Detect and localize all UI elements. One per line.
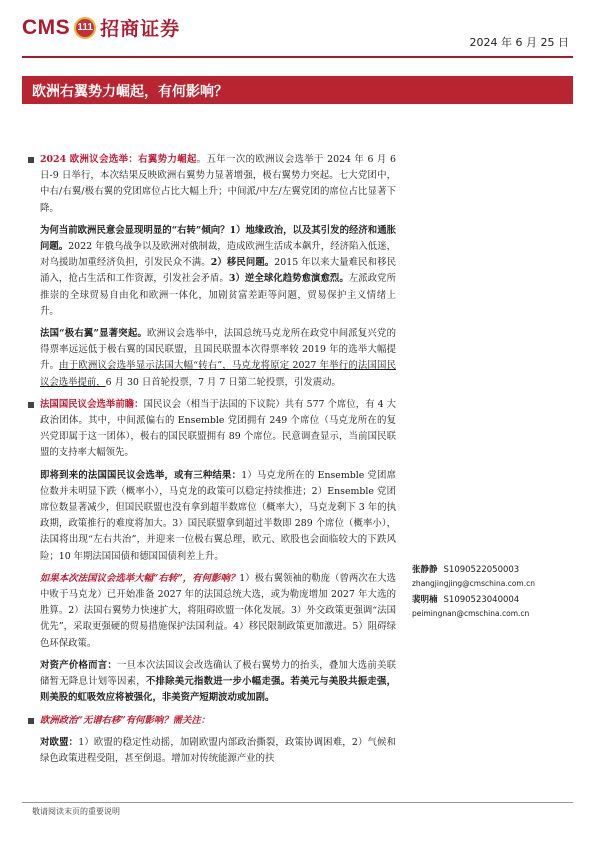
bullet-icon bbox=[28, 718, 34, 724]
bullet-icon bbox=[28, 402, 34, 408]
author-name: 裴明楠 bbox=[412, 595, 438, 605]
paragraph-lead: 欧洲政治“无谱右移”有何影响？需关注： bbox=[40, 714, 211, 726]
paragraph-lead: 2024 欧洲议会选举：右翼势力崛起 bbox=[40, 154, 197, 165]
paragraph-lead: 对资产价格而言： bbox=[40, 659, 118, 671]
paragraph-lead: 对欧盟： bbox=[40, 736, 79, 748]
author-name: 张静静 bbox=[412, 565, 438, 575]
author-panel bbox=[412, 564, 572, 624]
paragraph-right-turn bbox=[40, 223, 396, 320]
paragraph-underlined: 由于欧洲议会选举显示法国大幅“转右”，马克龙将原定 2027 年举行的法国国民议会选举提前， bbox=[40, 360, 396, 388]
paragraph-text: 6 月 30 日首轮投票，7 月 7 日第二轮投票，引发震动。 bbox=[105, 376, 341, 388]
paragraph-lead: 2）移民问题。 bbox=[210, 257, 275, 269]
paragraph-text: 2015 年以来大量难民和移民涌入，抢占生活和工作资源，引发社会矛盾。 bbox=[40, 257, 396, 285]
logo-badge-icon: 111 bbox=[74, 17, 96, 39]
header-divider bbox=[22, 56, 573, 58]
paragraph-three-outcomes bbox=[40, 468, 396, 565]
paragraph-lead: 为何当前欧洲民意会显现明显的“右转”倾向？1）地缘政治，以及其引发的经济和通胀问题。 bbox=[40, 224, 396, 253]
paragraph-lead: 3）逆全球化趋势愈演愈烈。 bbox=[228, 273, 349, 285]
cms-logo bbox=[22, 14, 180, 41]
report-title: 欧洲右翼势力崛起，有何影响？ bbox=[32, 84, 228, 100]
paragraph-lead: 法国国民议会选举前瞻： bbox=[40, 398, 144, 410]
paragraph-text: 左派政党所推崇的全球贸易自由化和欧洲一体化，加剧贫富差距等问题，贸易保护主义情绪上升。 bbox=[40, 273, 396, 317]
page-header bbox=[0, 0, 595, 60]
bullet-icon bbox=[28, 157, 34, 163]
paragraph-assembly-outlook bbox=[40, 397, 396, 462]
paragraph-impact bbox=[40, 571, 396, 652]
title-banner bbox=[22, 76, 573, 104]
logo-text-cn: 招商证券 bbox=[100, 18, 181, 40]
paragraph-asset-prices bbox=[40, 658, 396, 707]
paragraph-text: 一旦本次法国议会改选确认了极右翼势力的抬头，叠加大选前美联储暂无降息计划等因素， bbox=[40, 659, 396, 688]
author-row bbox=[412, 564, 572, 577]
paragraph-text: 1）极右翼领袖的勒庞（曾两次在大选中败于马克龙）已开始准备 2027 年的法国总统大选，或为勒庞增加 2027 年大选的胜算。2）法国右翼势力快速扩大，将阻碍欧盟一体化发展。3）外交政策更强调“法国优先”，采取更强硬的贸易措施保护法国利益。4）移民限制政策更加激进。5）阻碍绿色环保政策。 bbox=[40, 572, 396, 649]
paragraph-lead: 如果本次法国议会选举大幅“右转”，有何影响？ bbox=[40, 572, 240, 584]
paragraph-europe-shift bbox=[40, 713, 396, 729]
paragraph-election bbox=[40, 152, 396, 217]
logo-text-en: CMS bbox=[22, 15, 71, 39]
paragraph-text: 1）欧盟的稳定性动摇，加剧欧盟内部政治撕裂，政策协调困难，2）气候和绿色政策进程受阻，甚至倒退。增加对传统能源产业的扶 bbox=[40, 736, 396, 764]
report-body bbox=[40, 152, 396, 773]
paragraph-text: 1）马克龙所在的 Ensemble 党团席位数并未明显下跌（概率小），马克龙的政策可以稳定持续推进；2）Ensemble 党团席位数显著减少，但国民联盟也没有拿到超半数席位（概率大），马克龙剩下 3 年的执政期，政策推行的难度将加大。3）国民联盟拿到超过半数即 289 个席位（概率小），法国将出现“左右共治”，并迎来一位极右翼总理，欧元、欧股也会面临较大的下跌风险；10 年期法国国债和德国国债利差上升。 bbox=[40, 469, 396, 562]
paragraph-text: 欧洲议会选举中，法国总统马克龙所在政党中间派复兴党的得票率远远低于极右翼的国民联盟，且国民联盟本次得票率较 2019 年的选举大幅提升。 bbox=[40, 328, 396, 372]
author-license: S1090522050003 bbox=[443, 565, 520, 575]
paragraph-france-far-right bbox=[40, 326, 396, 391]
paragraph-lead: 即将到来的法国国民议会选举，或有三种结果： bbox=[40, 469, 242, 481]
paragraph-text: 。五年一次的欧洲议会选举于 2024 年 6 月 6 日-9 日举行，本次结果反映欧洲右翼势力显著增强，极右翼势力突起。七大党团中，中右/右翼/极右翼的党团席位占比大幅上升；中间派/中左/左翼党团的席位占比显著下降。 bbox=[40, 154, 396, 214]
author-license: S1090523040004 bbox=[443, 595, 520, 605]
paragraph-bold: 不排除美元指数进一步小幅走强。若美元与美股共振走强，则美股的虹吸效应将被强化，非美资产短期波动或加剧。 bbox=[40, 676, 396, 704]
author-email[interactable]: peimingnan@cmschina.com.cn bbox=[412, 609, 530, 618]
footer-divider bbox=[22, 802, 573, 803]
paragraph-text: 国民议会（相当于法国的下议院）共有 577 个席位，有 4 大政治团体。其中，中间派偏右的 Ensemble 党团拥有 249 个席位（马克龙所在的复兴党即属于这一团体），极右的国民联盟拥有 89 个席位。民意调查显示，当前国民联盟的支持率大幅领先。 bbox=[40, 398, 396, 459]
footer-note: 敬请阅读末页的重要说明 bbox=[32, 807, 120, 816]
author-row bbox=[412, 594, 572, 607]
paragraph-eu-impact bbox=[40, 735, 396, 767]
author-email[interactable]: zhangjingjing@cmschina.com.cn bbox=[412, 579, 535, 588]
paragraph-lead: 法国“极右翼”显著突起。 bbox=[40, 328, 148, 340]
report-date: 2024 年 6 月 25 日 bbox=[469, 36, 569, 49]
paragraph-text: 2022 年俄乌战争以及欧洲对俄制裁，造成欧洲生活成本飙升，经济陷入低迷，对乌援助加重经济负担，引发民众不满。 bbox=[40, 241, 396, 269]
